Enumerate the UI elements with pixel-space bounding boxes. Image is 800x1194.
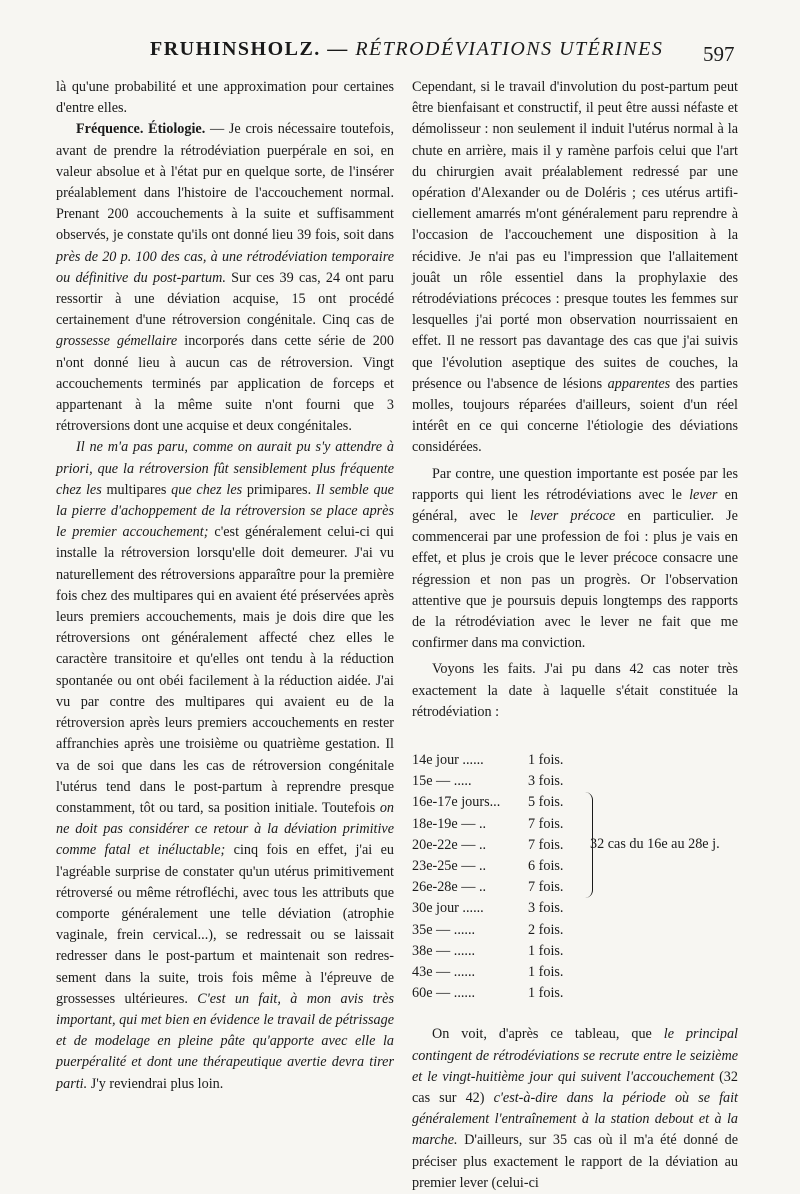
- brace-annotation: 32 cas du 16e au 28e j.: [590, 836, 720, 853]
- table-cell-day: 30e jour ......: [412, 900, 484, 917]
- table-row: [412, 898, 738, 919]
- table-cell-count: 1 fois.: [528, 942, 564, 959]
- table-cell-day: 35e — ......: [412, 921, 476, 938]
- running-head-author: FRUHINSHOLZ. —: [150, 38, 349, 60]
- table-row: [412, 920, 738, 941]
- paragraph-frequence: Fréquence. Étiologie. — Je crois nécessaire toutefois, avant de prendre la rétrodéviation puerpérale en soi, en valeur absolue et à l'état pur en quelque sorte, de l'insérer préalablement dans l'histoire de l'accouchement normal. Prenant 200 accouchements à la suite et suffisamment observés, je constate qu'ils ont donné lieu 39 fois, soit dans près de 20 p. 100 des cas, à une rétrodéviation temporaire ou définitive du post-partum. Sur ces 39 cas, 24 ont paru ressortir à une déviation acquise, 15 ont procédé certainement d'une rétroversion congénitale. Cinq cas de grossesse gémellaire incorporés dans cette série de 200 n'ont donné lieu à aucun cas de rétroversion. Vingt accouchements terminés par application de forceps et appartenant à la même suite n'ont fourni que 3 rétroversions dont une acquise et deux congénitales.: [56, 121, 394, 435]
- table-cell-count: 1 fois.: [528, 985, 564, 1002]
- table-cell-count: 1 fois.: [528, 752, 564, 769]
- section-heading: Fréquence. Étiologie.: [76, 121, 206, 138]
- table-cell-count: 7 fois.: [528, 815, 564, 832]
- table-cell-count: 3 fois.: [528, 900, 564, 917]
- table-cell-day: 60e — ......: [412, 985, 476, 1002]
- table-cell-day: 38e — ......: [412, 942, 476, 959]
- table-cell-count: 3 fois.: [528, 773, 564, 790]
- table-cell-day: 15e — .....: [412, 773, 472, 790]
- paragraph: Par contre, une question importante est posée par les rapports qui lient les rétrodéviations avec le lever en général, avec le lever précoce en particulier. Je commencerai par une profession de foi : plus je vais en effet, et plus je crois que le lever précoce consacre une régression et non pas un progrès. Or l'observation attentive que je poursuis depuis longtemps des rapports de la rétrodéviation avec le lever ne fait que me confirmer dans ma conviction.: [412, 465, 738, 652]
- table-cell-day: 43e — ......: [412, 963, 476, 980]
- table-cell-count: 5 fois.: [528, 794, 564, 811]
- running-head-title: RÉTRODÉVIATIONS UTÉRINES: [355, 38, 664, 60]
- table-row: [412, 814, 738, 835]
- table-cell-count: 1 fois.: [528, 963, 564, 980]
- table-cell-day: 26e-28e — ..: [412, 879, 487, 896]
- table-row: [412, 983, 738, 1004]
- running-head: [150, 38, 663, 61]
- table-row: [412, 962, 738, 983]
- table-cell-day: 20e-22e — ..: [412, 836, 487, 853]
- table-cell-count: 6 fois.: [528, 858, 564, 875]
- table-cell-day: 14e jour ......: [412, 752, 484, 769]
- table-row: [412, 941, 738, 962]
- table-row: [412, 771, 738, 792]
- table-cell-count: 7 fois.: [528, 879, 564, 896]
- left-column: [56, 77, 394, 1095]
- paragraph: Il ne m'a pas paru, comme on aurait pu s'y attendre à priori, que la rétroversion fût sensiblement plus fréquente chez les multipares que chez les primipares. Il semble que la pierre d'achoppement de la rétroversion se place après le premier accouchement; c'est généralement celui-ci qui installe la rétroversion lorsqu'elle doit demeurer. J'ai vu naturellement des rétroversions apparaître pour la première fois chez des multipares qui en avaient été préservées après leurs premiers accouchements, mais je dois dire que les rétroversions ont généralement affecté chez elles le caractère transitoire et qu'elles ont tendu à la réduction spontanée ou ont obéi facilement à la réduction aidée. J'ai vu par contre des multipares qui avaient eu de la rétroversion après leurs premiers accouchements en rester affranchies après une troisième ou quatrième gestation. Il va de soi que dans les cas de rétroversion congénitale l'utérus tend dans le post-partum à reprendre presque constamment, tôt ou tard, sa position initiale. Toutefois on ne doit pas considérer ce retour à la déviation primitive comme fatal et inéluctable; cinq fois en effet, j'ai eu l'agréable surprise de constater qu'un utérus primitivement rétroversé ou même rétrofléchi, avec tous les attributs que comporte généralement une telle déviation (atrophie vaginale, frein cervical...), se redressait ou se laissait redresser dans le post-partum et maintenait son redressement dans la suite, trois fois même à l'épreuve de grossesses ultérieures. C'est un fait, à mon avis très important, qui met bien en évidence le travail de pétrissage et de modelage en pleine pâte qu'apporte avec elle la puerpéralité et dont une thérapeutique avertie devra tirer parti. J'y reviendrai plus loin.: [56, 439, 394, 1092]
- table-row: [412, 750, 738, 771]
- table-cell-day: 16e-17e jours...: [412, 794, 501, 811]
- paragraph: Cependant, si le travail d'involution du post-partum peut être bienfaisant et constructif, il peut être aussi néfaste et démolisseur : non seulement il induit l'utérus normal à la chute en arrière, mais il y ramène parfois celui que l'art du chirurgien avait préalablement redressé par une opération d'Alexander ou de Doléris ; ces utérus artificiellement amarrés m'ont généralement paru reprendre à l'occasion de l'accouchement une disposition à la récidive. Je n'ai pas eu l'impression que l'allaitement jouât un rôle essentiel dans la prophylaxie des rétrodéviations précoces : presque toutes les femmes sur lesquelles j'ai porté mon observation nourrissaient en effet. Il ne ressort pas davantage des cas que j'ai suivis que l'évolution aseptique des suites de couches, la présence ou l'absence de lésions apparentes des parties molles, toujours réparées d'ailleurs, soient d'un réel intérêt en ce qui concerne l'étiologie des déviations considérées.: [412, 79, 738, 456]
- table-cell-count: 2 fois.: [528, 921, 564, 938]
- running-header: [0, 38, 800, 68]
- table-cell-day: 23e-25e — ..: [412, 858, 487, 875]
- table-row: [412, 877, 738, 898]
- table-row: [412, 792, 738, 813]
- data-table: [412, 750, 738, 1004]
- paragraph: là qu'une probabilité et une approximation pour certaines d'entre elles.: [56, 79, 394, 117]
- page-number: 597: [703, 42, 735, 66]
- paragraph: On voit, d'après ce tableau, que le principal contingent de rétrodéviations se recrute entre le seizième et le vingt-huitième jour qui suivent l'accouchement (32 cas sur 42) c'est-à-dire dans la période où se fait généralement l'entraînement à la station debout et à la marche. D'ailleurs, sur 35 cas où il m'a été donné de préciser plus exactement le rapport de la déviation au premier lever (celui-ci: [412, 1026, 738, 1191]
- table-cell-day: 18e-19e — ..: [412, 815, 487, 832]
- paragraph: Voyons les faits. J'ai pu dans 42 cas noter très exactement la date à laquelle s'était constituée la rétrodéviation :: [412, 661, 738, 720]
- right-column: [412, 77, 738, 1194]
- table-cell-count: 7 fois.: [528, 836, 564, 853]
- table-row: [412, 856, 738, 877]
